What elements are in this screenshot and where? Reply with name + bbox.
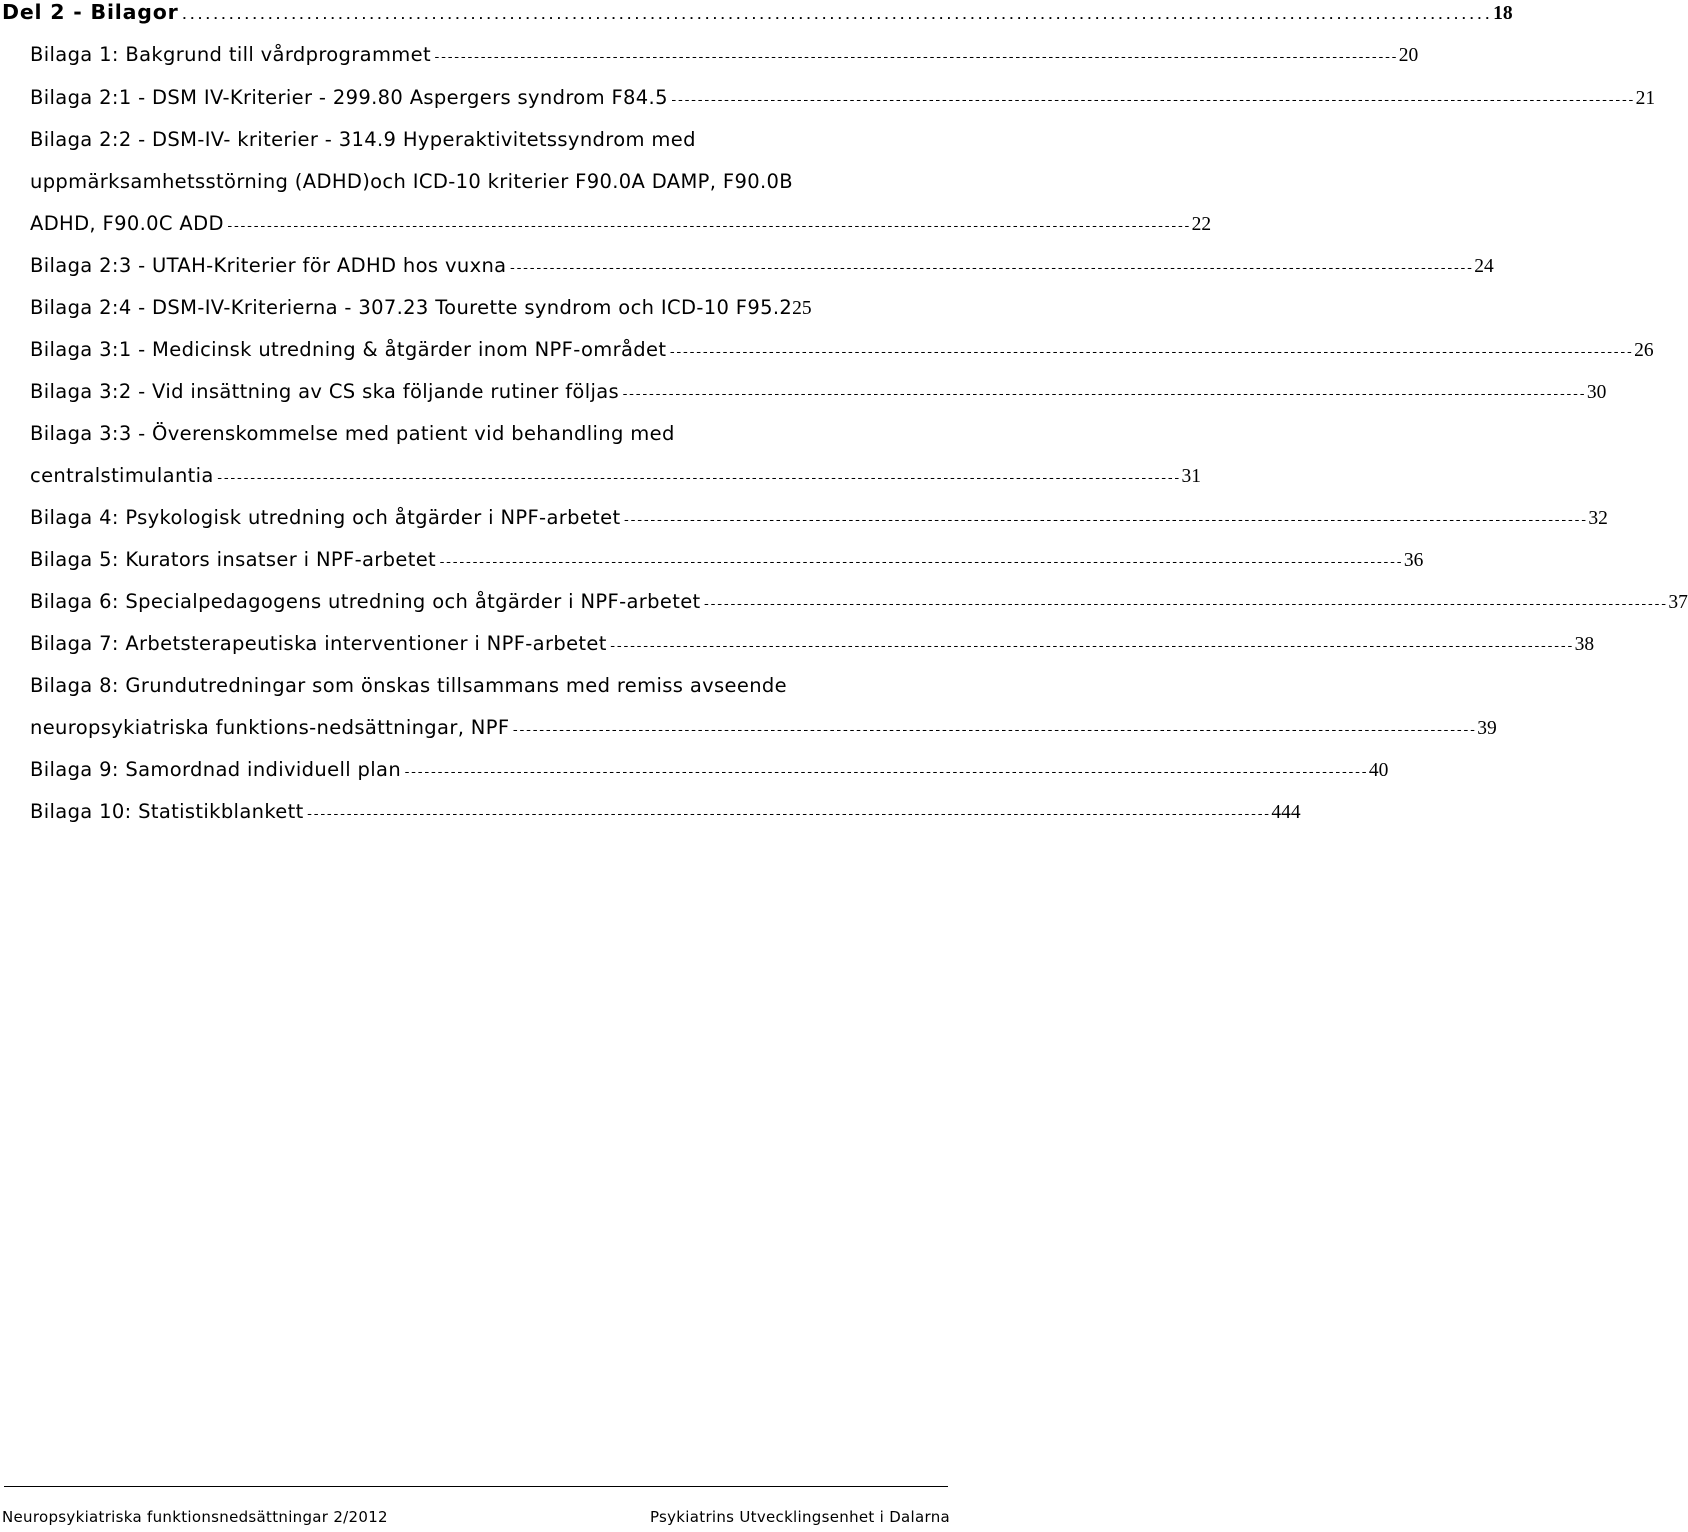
toc-entry-text: Bilaga 7: Arbetsterapeutiska interventioner i NPF-arbetet xyxy=(30,632,607,655)
toc-leader: -------------------------------------------------------------------------------------------------------------------------------------------------- xyxy=(508,261,1473,276)
toc-leader: -------------------------------------------------------------------------------------------------------------------------------------------------- xyxy=(215,471,1180,486)
toc-entry-bilaga-8-line1[interactable]: Bilaga 8: Grundutredningar som önskas tillsammans med remiss avseende xyxy=(30,674,787,697)
toc-entry-bilaga-7[interactable] xyxy=(30,632,1595,656)
toc-entry-bilaga-2-2[interactable] xyxy=(30,212,1212,236)
toc-entry-page: 444 xyxy=(1271,802,1301,823)
toc-entry-text: Bilaga 4: Psykologisk utredning och åtgärder i NPF-arbetet xyxy=(30,506,621,529)
toc-heading-text: Del 2 - Bilagor xyxy=(2,0,179,24)
toc-entry-bilaga-1[interactable] xyxy=(30,43,1419,67)
toc-entry-page: 37 xyxy=(1668,592,1688,613)
toc-entry-text: Bilaga 2:4 - DSM-IV-Kriterierna - 307.23 Tourette syndrom och ICD-10 F95.2 xyxy=(30,296,793,319)
toc-leader: -------------------------------------------------------------------------------------------------------------------------------------------------- xyxy=(622,513,1587,528)
toc-entry-bilaga-5[interactable] xyxy=(30,548,1424,572)
toc-leader: -------------------------------------------------------------------------------------------------------------------------------------------------- xyxy=(621,387,1585,402)
toc-leader: -------------------------------------------------------------------------------------------------------------------------------------------------- xyxy=(403,765,1367,780)
toc-entry-text: Bilaga 2:1 - DSM IV-Kriterier - 299.80 Aspergers syndrom F84.5 xyxy=(30,86,668,109)
toc-entry-bilaga-6[interactable] xyxy=(30,590,1688,614)
footer-divider xyxy=(4,1486,948,1487)
toc-entry-bilaga-10[interactable] xyxy=(30,800,1301,824)
toc-entry-text: ADHD, F90.0C ADD xyxy=(30,212,224,235)
toc-entry-text: Bilaga 6: Specialpedagogens utredning och åtgärder i NPF-arbetet xyxy=(30,590,701,613)
toc-entry-bilaga-3-3[interactable] xyxy=(30,464,1202,488)
toc-leader: -------------------------------------------------------------------------------------------------------------------------------------------------- xyxy=(702,597,1667,612)
toc-entry-page: 20 xyxy=(1398,45,1419,66)
toc-entry-text: Bilaga 2:3 - UTAH-Kriterier för ADHD hos vuxna xyxy=(30,254,507,277)
toc-leader: -------------------------------------------------------------------------------------------------------------------------------------------------- xyxy=(608,639,1573,654)
toc-entry-page: 22 xyxy=(1191,214,1212,235)
toc-entry-bilaga-8[interactable] xyxy=(30,716,1497,740)
footer-document-title: Neuropsykiatriska funktionsnedsättningar 2/2012 xyxy=(2,1508,388,1526)
toc-heading-page: 18 xyxy=(1493,3,1513,24)
toc-entry-page: 21 xyxy=(1635,88,1656,109)
toc-entry-page: 24 xyxy=(1474,256,1494,277)
toc-entry-page: 26 xyxy=(1634,340,1654,361)
toc-entry-page: 25 xyxy=(792,298,812,319)
footer-organization: Psykiatrins Utvecklingsenhet i Dalarna xyxy=(649,1508,950,1526)
toc-entry-text: centralstimulantia xyxy=(30,464,214,487)
toc-leader: -------------------------------------------------------------------------------------------------------------------------------------------------- xyxy=(511,723,1476,738)
toc-heading[interactable] xyxy=(2,0,1513,25)
toc-entry-page: 40 xyxy=(1368,760,1389,781)
toc-entry-page: 30 xyxy=(1586,382,1607,403)
toc-entry-bilaga-2-3[interactable] xyxy=(30,254,1494,278)
toc-entry-bilaga-2-2-line1[interactable]: Bilaga 2:2 - DSM-IV- kriterier - 314.9 Hyperaktivitetssyndrom med xyxy=(30,128,696,151)
toc-leader: -------------------------------------------------------------------------------------------------------------------------------------------------- xyxy=(305,807,1270,822)
toc-entry-page: 32 xyxy=(1588,508,1608,529)
toc-leader: -------------------------------------------------------------------------------------------------------------------------------------------------- xyxy=(668,345,1633,360)
toc-leader: -------------------------------------------------------------------------------------------------------------------------------------------------- xyxy=(669,93,1634,108)
toc-entry-text: Bilaga 3:1 - Medicinsk utredning & åtgärder inom NPF-området xyxy=(30,338,667,361)
toc-entry-text: Bilaga 10: Statistikblankett xyxy=(30,800,304,823)
toc-entry-page: 39 xyxy=(1477,718,1497,739)
toc-entry-text: Bilaga 1: Bakgrund till vårdprogrammet xyxy=(30,43,431,66)
toc-entry-bilaga-3-3-line1[interactable]: Bilaga 3:3 - Överenskommelse med patient vid behandling med xyxy=(30,422,675,445)
toc-entry-page: 31 xyxy=(1181,466,1202,487)
toc-entry-page: 36 xyxy=(1403,550,1424,571)
toc-entry-bilaga-3-1[interactable] xyxy=(30,338,1654,362)
toc-entry-bilaga-2-2-line2[interactable]: uppmärksamhetsstörning (ADHD)och ICD-10 kriterier F90.0A DAMP, F90.0B xyxy=(30,170,793,193)
toc-entry-text: Bilaga 5: Kurators insatser i NPF-arbetet xyxy=(30,548,437,571)
toc-entry-text: Bilaga 3:2 - Vid insättning av CS ska följande rutiner följas xyxy=(30,380,620,403)
toc-entry-bilaga-2-4[interactable] xyxy=(30,296,956,320)
toc-entry-text: neuropsykiatriska funktions-nedsättningar, NPF xyxy=(30,716,510,739)
toc-leader: -------------------------------------------------------------------------------------------------------------------------------------------------- xyxy=(438,555,1402,570)
toc-entry-bilaga-2-1[interactable] xyxy=(30,86,1656,110)
toc-leader: -------------------------------------------------------------------------------------------------------------------------------------------------- xyxy=(225,219,1190,234)
toc-leader: ........................................................................................................................................................................ xyxy=(180,8,1492,23)
toc-entry-bilaga-9[interactable] xyxy=(30,758,1389,782)
toc-entry-page: 38 xyxy=(1574,634,1595,655)
toc-leader: -------------------------------------------------------------------------------------------------------------------------------------------------- xyxy=(433,50,1397,65)
toc-entry-bilaga-3-2[interactable] xyxy=(30,380,1607,404)
toc-entry-bilaga-4[interactable] xyxy=(30,506,1608,530)
toc-entry-text: Bilaga 9: Samordnad individuell plan xyxy=(30,758,402,781)
